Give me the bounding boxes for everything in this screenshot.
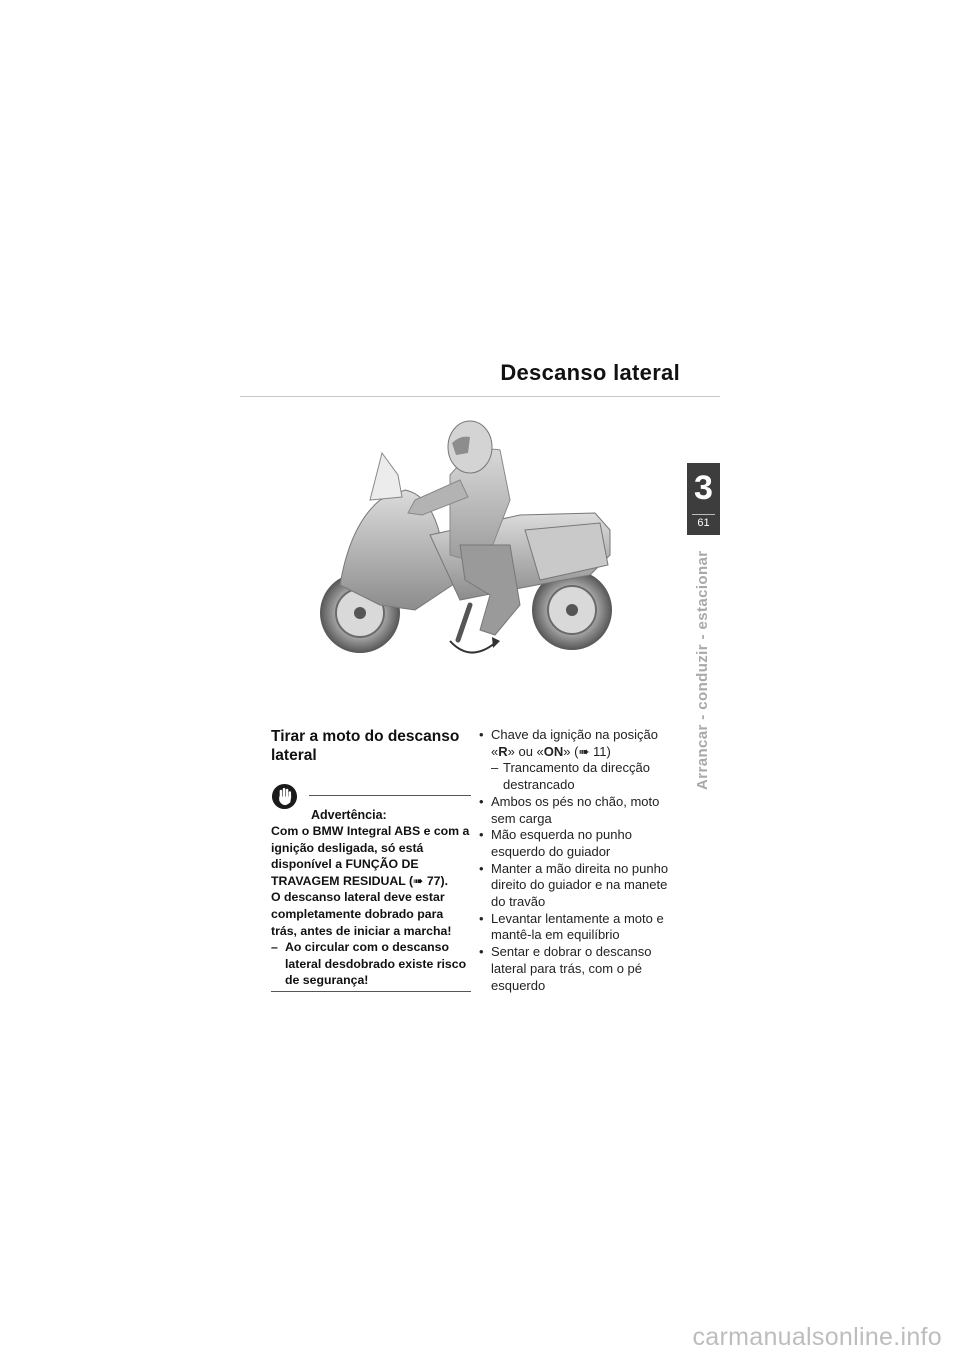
warning-bottom-rule <box>271 991 471 992</box>
pannier <box>525 523 608 580</box>
bullet: • <box>479 827 484 843</box>
step-text: Levantar lentamente a moto e mantê-la em equilíbrio <box>491 910 664 943</box>
step-text: » (➠ 11) <box>563 743 611 759</box>
warning-body <box>271 823 471 989</box>
stand-arrowhead <box>492 637 500 648</box>
step-text: » ou « <box>507 743 544 759</box>
warning-title: Advertência: <box>311 808 387 822</box>
warning-dash-text: Ao circular com o descanso lateral desdobrado existe risco de segurança! <box>285 940 467 988</box>
dash-mark: – <box>491 760 499 776</box>
warning-box <box>271 781 471 992</box>
stand-arrow <box>450 641 495 653</box>
list-item <box>479 944 679 994</box>
chapter-caption: Arrancar - conduzir - estacionar <box>694 550 711 790</box>
step-text: Sentar e dobrar o descanso lateral para trás, com o pé esquerdo <box>491 944 652 993</box>
bullet: • <box>479 793 484 809</box>
watermark: carmanualsonline.info <box>692 1323 942 1351</box>
dash-mark: – <box>271 940 278 955</box>
page-number: 61 <box>697 517 710 529</box>
step-text: Trancamento da direcção destrancado <box>503 760 650 793</box>
step-text: Ambos os pés no chão, moto sem carga <box>491 793 660 826</box>
chapter-tab <box>687 463 720 535</box>
bullet: • <box>479 727 484 742</box>
warning-paragraph: Com o BMW Integral ABS e com a ignição desligada, só está disponível a FUNÇÃO DE TRAVAGEM RESIDUAL (➠ 77). <box>271 824 470 888</box>
step-text: Chave da ignição na posição « <box>491 727 658 759</box>
warning-hand-icon <box>271 783 298 810</box>
list-item <box>479 727 679 760</box>
warning-dash-item <box>271 939 471 989</box>
step-text: Mão esquerda no punho esquerdo do guiador <box>491 827 632 859</box>
key-position-on: ON <box>543 743 564 759</box>
steps-list <box>479 727 679 994</box>
sub-list-item <box>479 760 679 793</box>
bullet: • <box>479 944 484 960</box>
warning-paragraph: O descanso lateral deve estar completamente dobrado para trás, antes de iniciar a marcha! <box>271 890 452 938</box>
list-item <box>479 911 679 944</box>
windshield <box>370 453 402 500</box>
list-item <box>479 861 679 911</box>
chapter-number: 3 <box>694 469 713 507</box>
key-position-r: R <box>498 743 508 759</box>
title-divider <box>240 396 720 397</box>
warning-top-rule <box>309 795 471 796</box>
bullet: • <box>479 860 484 876</box>
section-heading: Tirar a moto do descanso lateral <box>271 728 460 764</box>
list-item <box>479 827 679 860</box>
step-text: Manter a mão direita no punho direito do guiador e na manete do travão <box>491 860 669 910</box>
list-item <box>479 794 679 827</box>
bullet: • <box>479 910 484 926</box>
side-stand <box>458 605 470 640</box>
left-column <box>271 727 471 992</box>
page-title: Descanso lateral <box>500 360 680 385</box>
motorcycle-illustration <box>310 405 650 665</box>
